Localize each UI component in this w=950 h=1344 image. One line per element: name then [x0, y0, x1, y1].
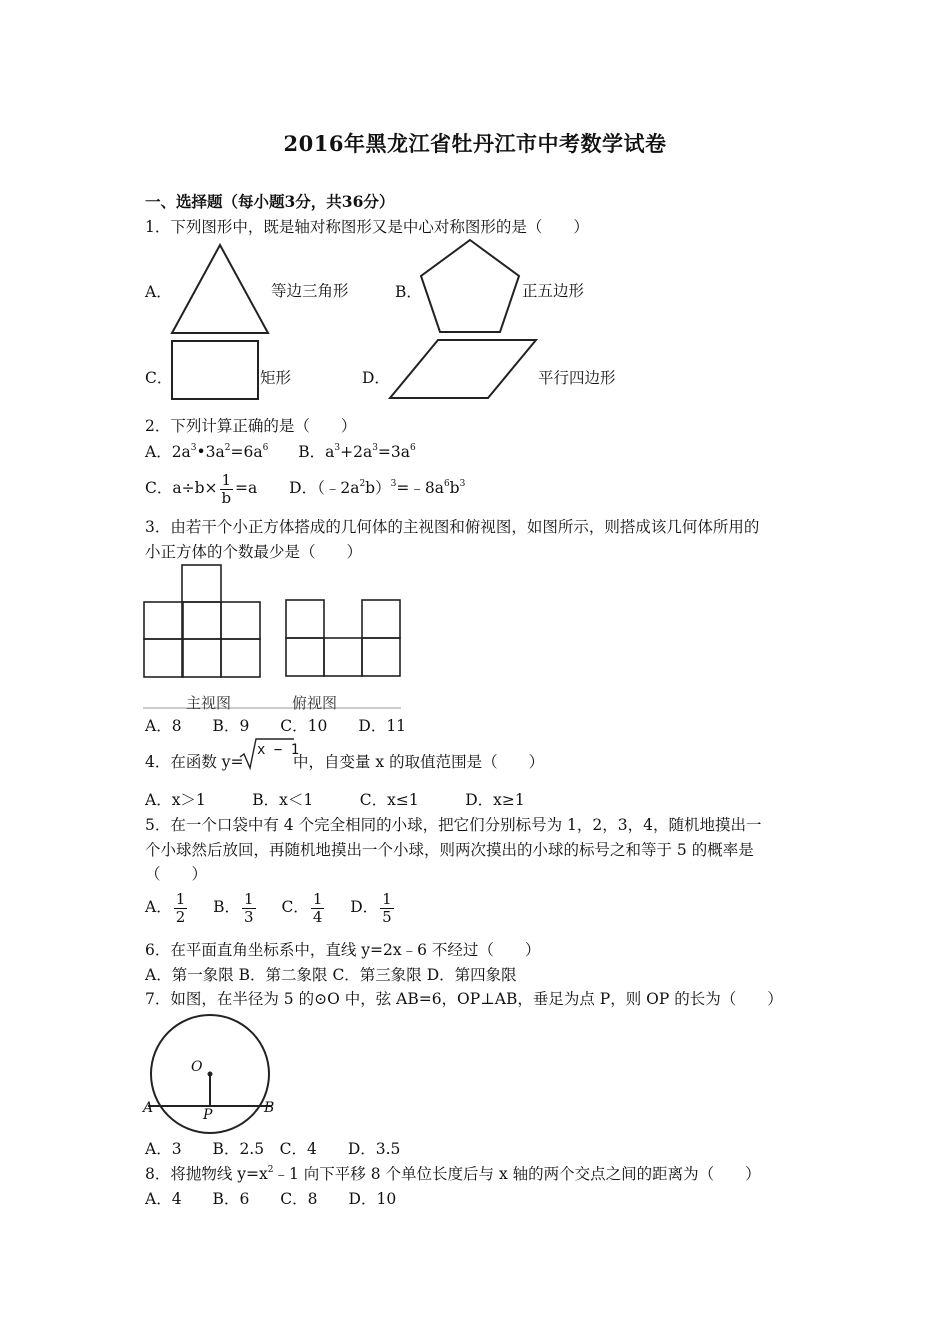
q2-d-mid2: =﹣8a — [396, 479, 444, 497]
q2-b-exp1: 3 — [334, 442, 341, 453]
q4-stem-pre: 4．在函数 y= — [145, 753, 244, 771]
q1-option-c-letter: C． — [145, 369, 173, 387]
q8-stem-post: ﹣1 向下平移 8 个单位长度后与 x 轴的两个交点之间的距离为（ ） — [273, 1165, 761, 1183]
q2-d-exp2: 3 — [390, 478, 397, 489]
q7-label-o: O — [191, 1059, 203, 1075]
q2-b-mid: +2a — [340, 443, 373, 461]
parallelogram-figure — [388, 338, 538, 400]
q5-b-numerator: 1 — [244, 889, 254, 908]
q4-radicand: x − 1 — [257, 742, 300, 758]
q2-d-mid: b） — [365, 479, 391, 497]
q2-a-text: A．2a — [145, 443, 191, 461]
q3-top-view-label: 俯视图 — [292, 694, 338, 712]
q5-c-denominator: 4 — [312, 907, 323, 926]
q5-d-denominator: 5 — [382, 907, 392, 926]
q2-options-cd — [145, 470, 465, 507]
q5-stem-line1: 5．在一个口袋中有 4 个完全相同的小球，把它们分别标号为 1，2，3，4，随机地摸出一 — [145, 816, 762, 834]
regular-pentagon-figure — [418, 238, 522, 334]
q7-options: A．3 B．2.5 C．4 D．3.5 — [145, 1140, 401, 1158]
q2-d-exp3: 6 — [443, 478, 450, 489]
q5-c-letter: C． — [281, 898, 309, 916]
q2-c-numerator: 1 — [221, 470, 232, 489]
q5-a-numerator: 1 — [175, 889, 186, 908]
q4-options: A．x＞1 B．x＜1 C．x≤1 D．x≥1 — [145, 791, 525, 809]
q6-options: A．第一象限 B．第二象限 C．第三象限 D．第四象限 — [145, 966, 517, 984]
q3-options: A．8 B．9 C．10 D．11 — [145, 717, 407, 735]
q6-stem: 6．在平面直角坐标系中，直线 y=2x﹣6 不经过（ ） — [145, 941, 541, 959]
q3-stem-line2: 小正方体的个数最少是（ ） — [145, 543, 363, 561]
q5-b-denominator: 3 — [244, 907, 254, 926]
q5-a-fraction — [174, 891, 188, 926]
q2-a-exp3: 6 — [262, 442, 269, 453]
q5-d-fraction — [380, 891, 394, 926]
q1-option-b-label: 正五边形 — [522, 282, 585, 300]
q2-c-denominator: b — [221, 488, 232, 507]
q5-c-numerator: 1 — [312, 889, 323, 908]
q2-d-exp4: 3 — [459, 478, 466, 489]
q7-label-a: A — [143, 1100, 154, 1116]
q2-options-ab — [145, 442, 416, 462]
q2-a-mid2: =6a — [230, 443, 263, 461]
q2-b-exp3: 6 — [410, 442, 416, 453]
section-heading: 一、选择题（每小题3分，共36分） — [145, 192, 395, 211]
q5-a-denominator: 2 — [175, 907, 186, 926]
q7-label-b: B — [264, 1100, 275, 1116]
q5-stem-line3: （ ） — [145, 865, 208, 883]
rectangle-figure — [171, 340, 259, 400]
q2-d-exp1: 2 — [359, 478, 366, 489]
equilateral-triangle-figure — [170, 243, 270, 335]
q5-b-fraction — [242, 891, 256, 926]
q5-d-letter: D． — [350, 898, 379, 916]
q8-exp: 2 — [267, 1164, 274, 1175]
page-title: 2016年黑龙江省牡丹江市中考数学试卷 — [283, 131, 667, 156]
q4-stem-post: 中，自变量 x 的取值范围是（ ） — [293, 753, 545, 771]
q2-a-exp1: 3 — [190, 442, 197, 453]
q8-stem — [145, 1164, 761, 1184]
q2-b-mid2: =3a — [377, 443, 411, 461]
q2-a-mid1: •3a — [196, 443, 225, 461]
q1-option-d-label: 平行四边形 — [538, 369, 616, 387]
q5-stem-line2: 个小球然后放回，再随机地摸出一个小球，则两次摸出的小球的标号之和等于 5 的概率是 — [145, 841, 754, 859]
q1-option-a-letter: A． — [145, 283, 172, 301]
q5-a-letter: A． — [145, 898, 172, 916]
q3-front-view-label: 主视图 — [186, 694, 232, 712]
q7-stem: 7．如图，在半径为 5 的⊙O 中，弦 AB=6，OP⊥AB，垂足为点 P，则 OP 的长为（ ） — [145, 990, 783, 1008]
q1-option-b-letter: B． — [395, 283, 422, 301]
q1-option-a-label: 等边三角形 — [271, 282, 349, 300]
q8-options: A．4 B．6 C．8 D．10 — [145, 1190, 397, 1208]
q8-stem-pre: 8．将抛物线 y=x — [145, 1165, 268, 1183]
q5-b-letter: B． — [213, 898, 241, 916]
q2-stem: 2．下列计算正确的是（ ） — [145, 417, 357, 435]
q2-c-post: =a — [235, 479, 258, 497]
q2-c-text: C．a÷b× — [145, 479, 218, 497]
q3-stem-line1: 3．由若干个小正方体搭成的几何体的主视图和俯视图，如图所示，则搭成该几何体所用的 — [145, 518, 760, 536]
three-view-figure — [143, 563, 403, 713]
q2-d-mid3: b — [449, 479, 460, 497]
q7-label-p: P — [203, 1107, 213, 1123]
q5-options — [145, 886, 396, 928]
q5-d-numerator: 1 — [382, 889, 392, 908]
q1-option-d-letter: D． — [362, 369, 390, 387]
q1-stem: 1．下列图形中，既是轴对称图形又是中心对称图形的是（ ） — [145, 218, 589, 236]
q2-a-exp2: 2 — [224, 442, 231, 453]
q2-c-fraction — [220, 472, 234, 507]
q5-c-fraction — [311, 891, 325, 926]
q2-b-text: B．a — [298, 443, 335, 461]
q1-option-c-label: 矩形 — [260, 369, 292, 387]
q2-b-exp2: 3 — [372, 442, 378, 453]
q2-d-text: D．（﹣2a — [289, 479, 360, 497]
